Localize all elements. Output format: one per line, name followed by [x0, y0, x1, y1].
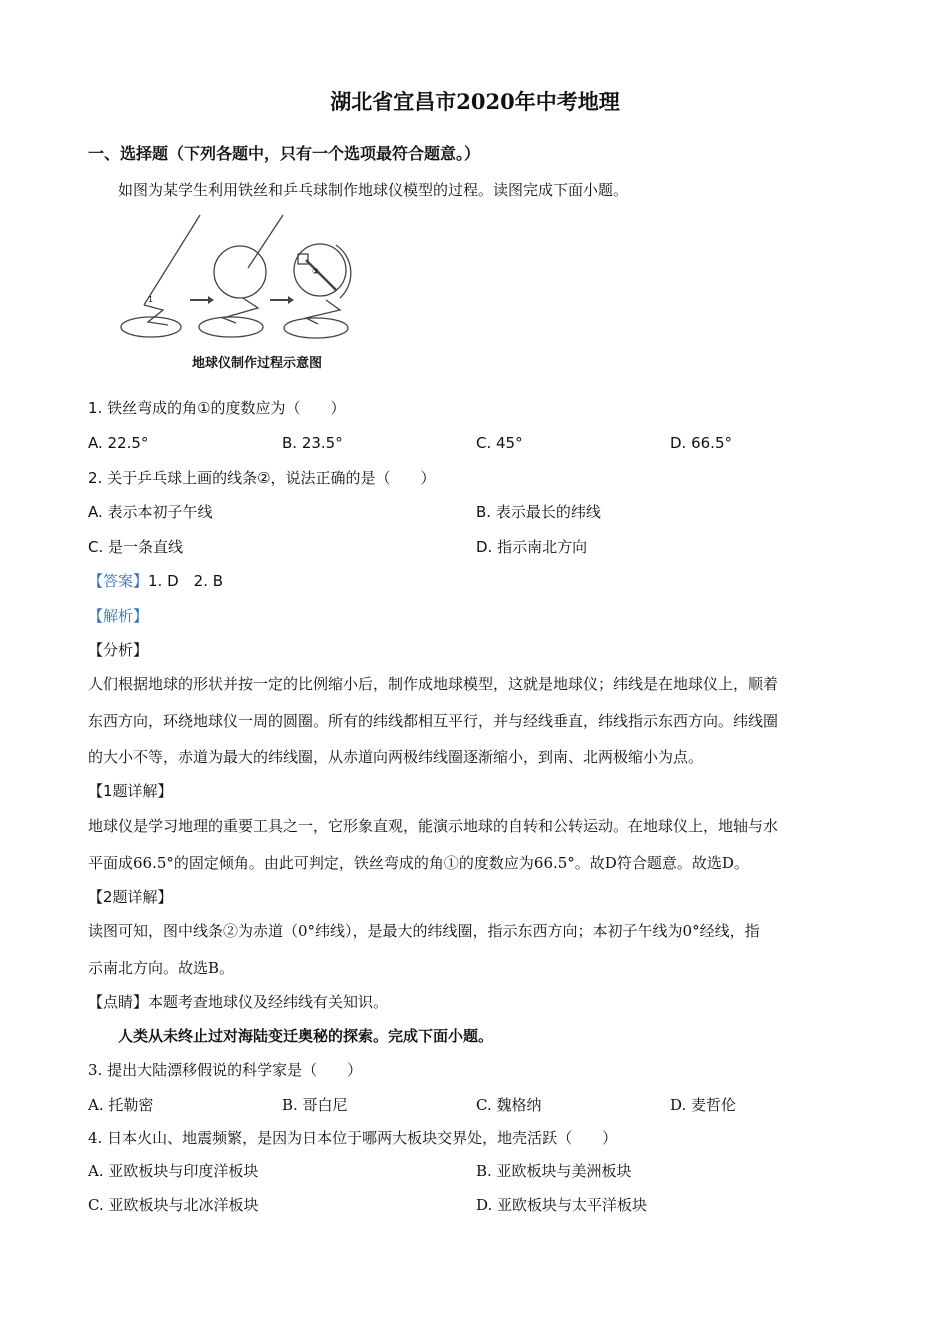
question-4-option-d: D. 亚欧板块与太平洋板块 — [476, 1196, 648, 1214]
question-1-option-b: B. 23.5° — [282, 434, 343, 452]
detail-2-line: 示南北方向。故选B。 — [88, 959, 235, 977]
globe-making-diagram — [118, 210, 368, 375]
question-2-option-c: C. 是一条直线 — [88, 538, 184, 556]
question-2-stem: 2. 关于乒乓球上画的线条②，说法正确的是（ ） — [88, 469, 436, 487]
question-4-option-a: A. 亚欧板块与印度洋板块 — [88, 1162, 259, 1180]
arrow-icon — [288, 296, 294, 304]
fenxi-line: 东西方向，环绕地球仪一周的圆圈。所有的纬线都相互平行，并与经线垂直，纬线指示东西方向。纬线圈 — [88, 712, 779, 730]
answer-text: 1. D 2. B — [148, 572, 224, 590]
fenxi-tag: 【分析】 — [88, 641, 149, 659]
question-1-option-d: D. 66.5° — [670, 434, 732, 452]
question-group-intro: 如图为某学生利用铁丝和乒乓球制作地球仪模型的过程。读图完成下面小题。 — [118, 181, 629, 199]
detail-1-line: 地球仪是学习地理的重要工具之一，它形象直观，能演示地球的自转和公转运动。在地球仪上，地轴与水 — [88, 817, 779, 835]
question-3-option-a: A. 托勒密 — [88, 1096, 154, 1114]
detail-1-tag: 【1题详解】 — [88, 782, 173, 800]
answer-tag: 【答案】 — [88, 572, 149, 590]
wire-bend-stage1 — [144, 305, 168, 325]
svg-text:②: ② — [312, 267, 320, 276]
question-3-option-c: C. 魏格纳 — [476, 1096, 542, 1114]
answer-line — [88, 571, 223, 591]
figure-caption: 地球仪制作过程示意图 — [192, 356, 323, 371]
question-2-option-a: A. 表示本初子午线 — [88, 503, 213, 521]
question-3-option-d: D. 麦哲伦 — [670, 1096, 737, 1114]
question-3-stem: 3. 提出大陆漂移假说的科学家是（ ） — [88, 1061, 363, 1079]
question-group-intro-2: 人类从未终止过对海陆变迁奥秘的探索。完成下面小题。 — [118, 1027, 494, 1045]
fenxi-line: 人们根据地球的形状并按一定的比例缩小后，制作成地球模型，这就是地球仪；纬线是在地球仪上，顺着 — [88, 675, 779, 693]
ping-pong-ball-stage3 — [294, 244, 346, 296]
page-title: 湖北省宜昌市2020年中考地理 — [330, 89, 620, 114]
question-3-option-b: B. 哥白尼 — [282, 1096, 348, 1114]
detail-1-line: 平面成66.5°的固定倾角。由此可判定，铁丝弯成的角①的度数应为66.5°。故D符合题意。故选D。 — [88, 854, 749, 872]
detail-2-tag: 【2题详解】 — [88, 888, 173, 906]
ping-pong-ball-stage2 — [214, 246, 266, 298]
detail-2-line: 读图可知，图中线条②为赤道（0°纬线），是最大的纬线圈，指示东西方向；本初子午线为0°经线，指 — [88, 922, 760, 940]
question-4-stem: 4. 日本火山、地震频繁，是因为日本位于哪两大板块交界处，地壳活跃（ ） — [88, 1129, 618, 1147]
wire-stage1 — [144, 215, 200, 305]
dianjing-note: 【点睛】本题考查地球仪及经纬线有关知识。 — [88, 993, 389, 1011]
svg-text:1: 1 — [148, 295, 154, 304]
fenxi-line: 的大小不等，赤道为最大的纬线圈，从赤道向两极纬线圈逐渐缩小，到南、北两极缩小为点。 — [88, 748, 704, 766]
analysis-tag: 【解析】 — [88, 607, 149, 625]
question-2-option-d: D. 指示南北方向 — [476, 538, 588, 556]
question-1-stem: 1. 铁丝弯成的角①的度数应为（ ） — [88, 399, 346, 417]
question-4-option-c: C. 亚欧板块与北冰洋板块 — [88, 1196, 259, 1214]
question-1-option-a: A. 22.5° — [88, 434, 149, 452]
question-4-option-b: B. 亚欧板块与美洲板块 — [476, 1162, 632, 1180]
question-1-option-c: C. 45° — [476, 434, 523, 452]
arrow-icon — [208, 296, 214, 304]
question-2-option-b: B. 表示最长的纬线 — [476, 503, 601, 521]
section-heading: 一、选择题（下列各题中，只有一个选项最符合题意。） — [88, 144, 481, 163]
